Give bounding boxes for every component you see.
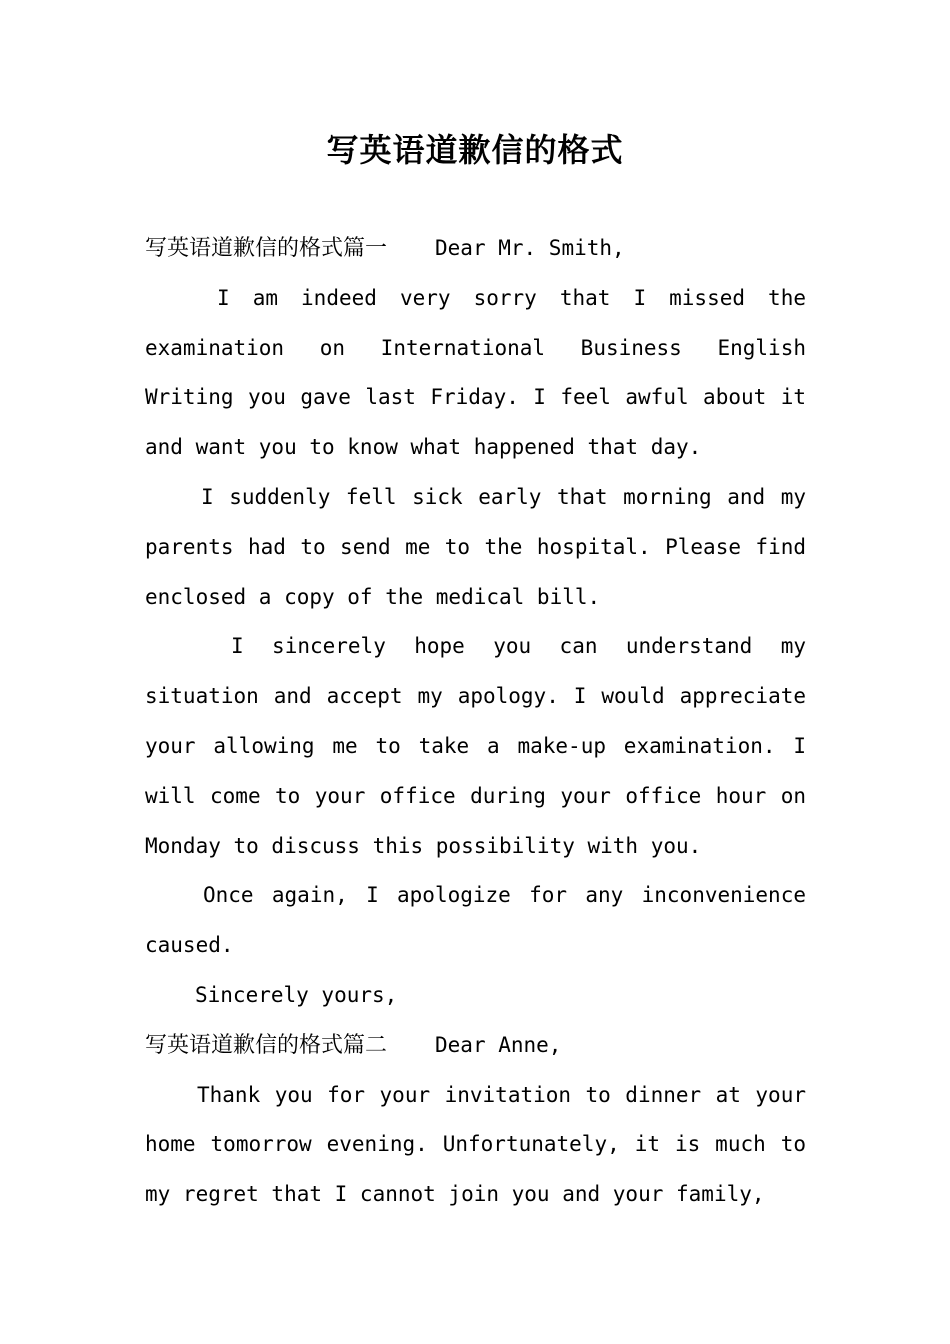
letter-greeting: Dear Anne, xyxy=(435,1032,562,1057)
document-body xyxy=(145,224,806,1220)
letter-paragraph: Once again, I apologize for any inconvenience caused. xyxy=(145,883,806,958)
section-heading-1 xyxy=(145,224,806,274)
section-label: 写英语道歉信的格式篇一 xyxy=(145,236,388,261)
letter-paragraph: Thank you for your invitation to dinner at your home tomorrow evening. Unfortunately, it is much to my regret that I cannot join you and your family, xyxy=(145,1082,806,1207)
document-title: 写英语道歉信的格式 xyxy=(326,131,624,169)
letter-greeting: Dear Mr. Smith, xyxy=(435,236,625,260)
letter-paragraph: I am indeed very sorry that I missed the examination on International Business English Writing you gave last Friday. I feel awful about it and want you to know what happened that day. xyxy=(145,285,806,460)
section-label: 写英语道歉信的格式篇二 xyxy=(145,1032,388,1058)
letter-paragraph: I suddenly fell sick early that morning and my parents had to send me to the hospital. Please find enclosed a copy of the medical bill. xyxy=(145,484,806,609)
letter-paragraph: I sincerely hope you can understand my situation and accept my apology. I would appreciate your allowing me to take a make-up examination. I will come to your office during your office hour on Monday to discuss this possibility with you. xyxy=(145,634,806,858)
letter-closing: Sincerely yours, xyxy=(195,982,398,1007)
section-heading-2 xyxy=(145,1021,806,1071)
